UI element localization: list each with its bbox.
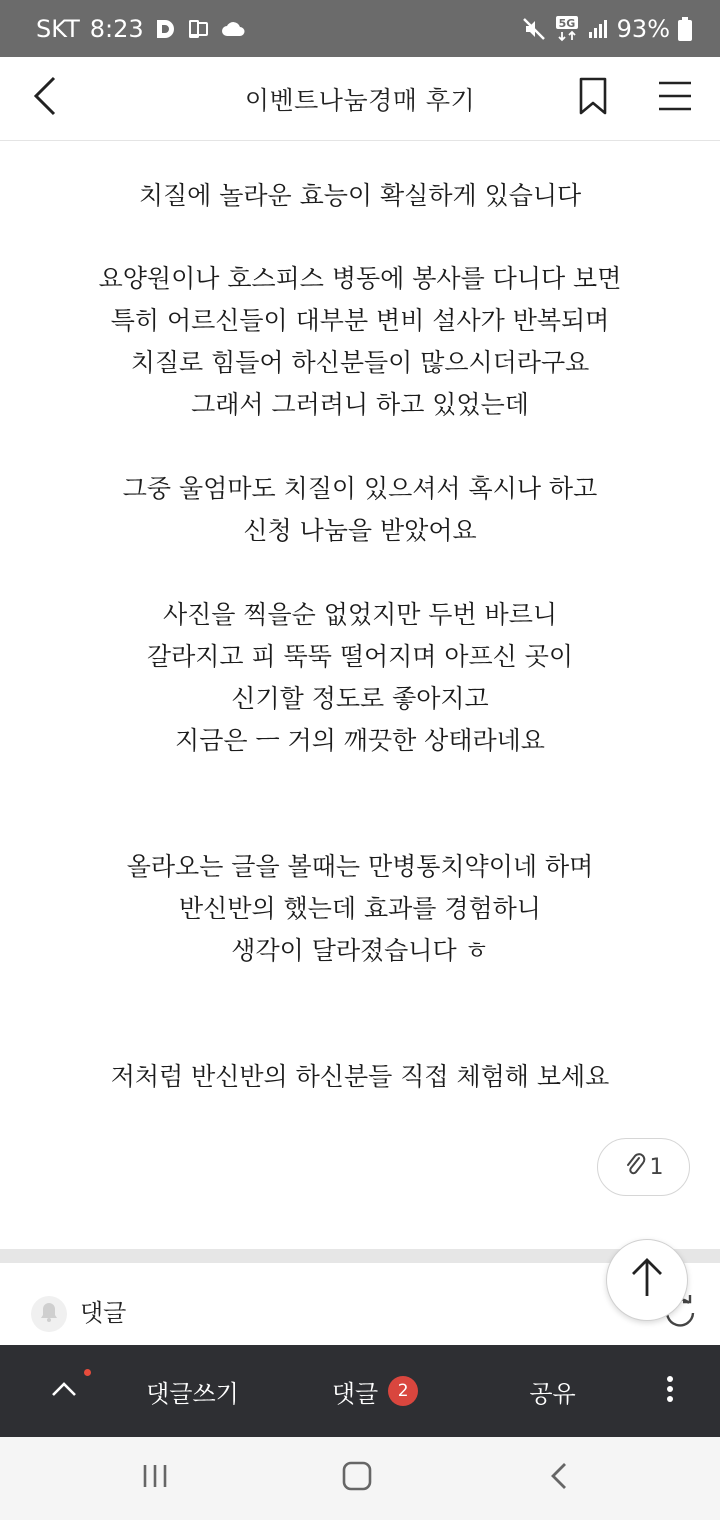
status-bar [0, 0, 720, 57]
system-nav-bar [0, 1437, 720, 1520]
battery-icon [678, 17, 692, 41]
signal-icon [587, 18, 609, 40]
comments-button[interactable] [300, 1345, 450, 1437]
bell-icon [39, 1301, 59, 1327]
post-paragraph [0, 258, 720, 426]
comment-count-badge: 2 [388, 1376, 418, 1406]
recent-apps-icon [140, 1462, 170, 1494]
write-comment-button[interactable]: 댓글쓰기 [146, 1379, 239, 1408]
bookmark-button[interactable] [570, 75, 616, 121]
more-options-button[interactable] [648, 1365, 692, 1417]
post-line: 저처럼 반신반의 하신분들 직접 체험해 보세요 [110, 1062, 610, 1091]
scroll-to-top-button[interactable] [606, 1239, 688, 1321]
5g-data-icon [555, 15, 579, 43]
post-line: 지금은 ㅡ 거의 깨끗한 상태라네요 [175, 726, 545, 755]
recent-apps-button[interactable] [127, 1453, 183, 1503]
notification-toggle[interactable] [31, 1296, 67, 1332]
post-line: 갈라지고 피 뚝뚝 떨어지며 아프신 곳이 [146, 642, 574, 671]
app-header [0, 57, 720, 141]
carrier-label: SKT [36, 14, 80, 43]
home-icon [341, 1460, 373, 1496]
home-button[interactable] [329, 1453, 385, 1503]
attachment-button[interactable] [597, 1138, 690, 1196]
share-button[interactable]: 공유 [529, 1379, 576, 1408]
comments-label: 댓글 [331, 1379, 379, 1408]
d-app-icon [154, 18, 176, 40]
attachment-count: 1 [649, 1154, 664, 1180]
mute-icon [521, 16, 547, 42]
post-paragraph [0, 594, 720, 762]
post-line: 그래서 그러려니 하고 있었는데 [191, 390, 529, 419]
arrow-up-icon [627, 1256, 667, 1304]
post-paragraph [0, 175, 720, 217]
back-arrow-icon [548, 1461, 570, 1495]
status-right [521, 0, 692, 57]
chevron-up-icon [50, 1380, 78, 1402]
chevron-left-icon [30, 74, 60, 122]
post-line: 신기할 정도로 좋아지고 [231, 684, 489, 713]
hamburger-menu-icon [657, 80, 693, 116]
svg-text:5G: 5G [558, 16, 575, 30]
post-paragraph [0, 468, 720, 552]
status-left [36, 0, 246, 57]
post-line: 치질에 놀라운 효능이 확실하게 있습니다 [138, 181, 582, 210]
post-line: 올라오는 글을 볼때는 만병통치약이네 하며 [126, 852, 594, 881]
new-indicator-dot [84, 1369, 91, 1376]
back-button[interactable] [22, 75, 68, 121]
post-line: 반신반의 했는데 효과를 경험하니 [179, 894, 541, 923]
paperclip-icon [624, 1151, 646, 1183]
collapse-button[interactable] [40, 1367, 88, 1415]
bottom-action-bar [0, 1345, 720, 1437]
post-paragraph [0, 1056, 720, 1098]
cloud-icon [220, 19, 246, 39]
page-title: 이벤트나눔경매 후기 [244, 86, 476, 115]
comment-section-label: 댓글 [80, 1299, 127, 1327]
post-line: 치질로 힘들어 하신분들이 많으시더라구요 [130, 348, 590, 377]
clock: 8:23 [89, 14, 144, 43]
post-line: 그중 울엄마도 치질이 있으셔서 혹시나 하고 [122, 474, 598, 503]
post-paragraph [0, 846, 720, 972]
post-line: 생각이 달라졌습니다 ㅎ [231, 936, 489, 965]
post-line: 특히 어르신들이 대부분 변비 설사가 반복되며 [110, 306, 610, 335]
phone-app-icon [186, 17, 210, 41]
post-content [0, 141, 720, 1249]
bookmark-icon [578, 77, 608, 119]
post-line: 요양원이나 호스피스 병동에 봉사를 다니다 보면 [98, 264, 622, 293]
menu-button[interactable] [652, 75, 698, 121]
post-line: 신청 나눔을 받았어요 [243, 516, 477, 545]
battery-percent: 93% [616, 14, 670, 43]
post-line: 사진을 찍을순 없었지만 두번 바르니 [162, 600, 558, 629]
more-vertical-icon [666, 1375, 674, 1407]
system-back-button[interactable] [531, 1453, 587, 1503]
